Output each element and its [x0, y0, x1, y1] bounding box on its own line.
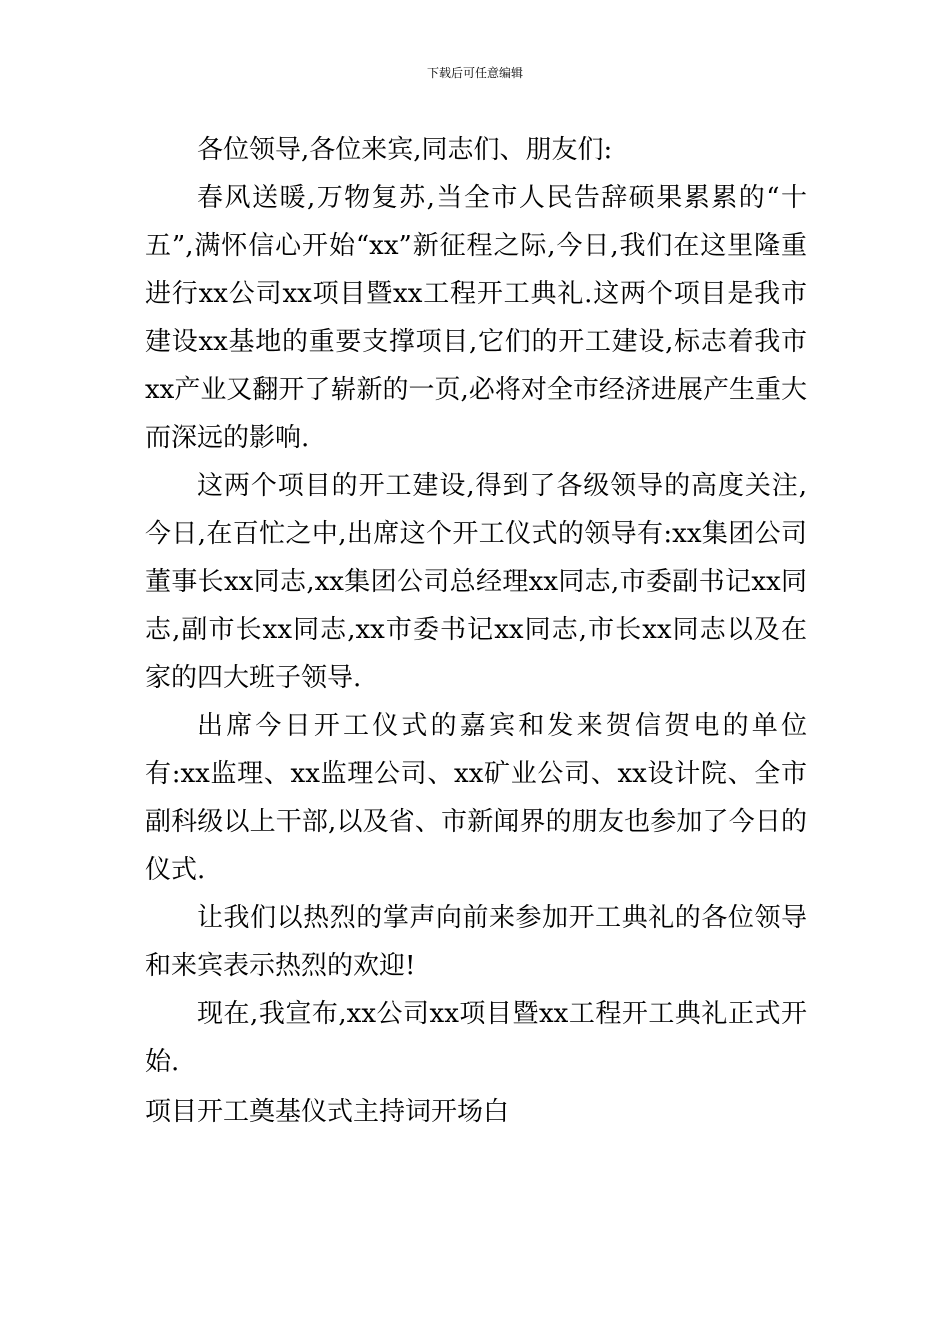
paragraph-greeting: 各位领导,各位来宾,同志们、朋友们: — [197, 135, 613, 165]
paragraph-welcome: 让我们以热烈的掌声向前来参加开工典礼的各位领导和来宾表示热烈的欢迎! — [145, 903, 807, 981]
paragraph-leaders: 这两个项目的开工建设,得到了各级领导的高度关注,今日,在百忙之中,出席这个开工仪式的领导有:xx集团公司董事长xx同志,xx集团公司总经理xx同志,市委副书记xx同志,副市长xx同志,xx市委书记xx同志,市长xx同志以及在家的四大班子领导. — [145, 471, 807, 693]
paragraph-opening: 春风送暖,万物复苏,当全市人民告辞硕果累累的“十五”,满怀信心开始“xx”新征程之际,今日,我们在这里隆重进行xx公司xx项目暨xx工程开工典礼.这两个项目是我市建设xx基地的重要支撑项目,它们的开工建设,标志着我市xx产业又翻开了崭新的一页,必将对全市经济进展产生重大而深远的影响. — [145, 183, 807, 453]
paragraph-guests: 出席今日开工仪式的嘉宾和发来贺信贺电的单位有:xx监理、xx监理公司、xx矿业公司、xx设计院、全市副科级以上干部,以及省、市新闻界的朋友也参加了今日的仪式. — [145, 711, 807, 885]
paragraph-announcement: 现在,我宣布,xx公司xx项目暨xx工程开工典礼正式开始. — [145, 999, 807, 1077]
closing-title: 项目开工奠基仪式主持词开场白 — [145, 1097, 510, 1127]
document-body — [145, 126, 807, 1136]
header-note: 下载后可任意编辑 — [426, 66, 523, 80]
